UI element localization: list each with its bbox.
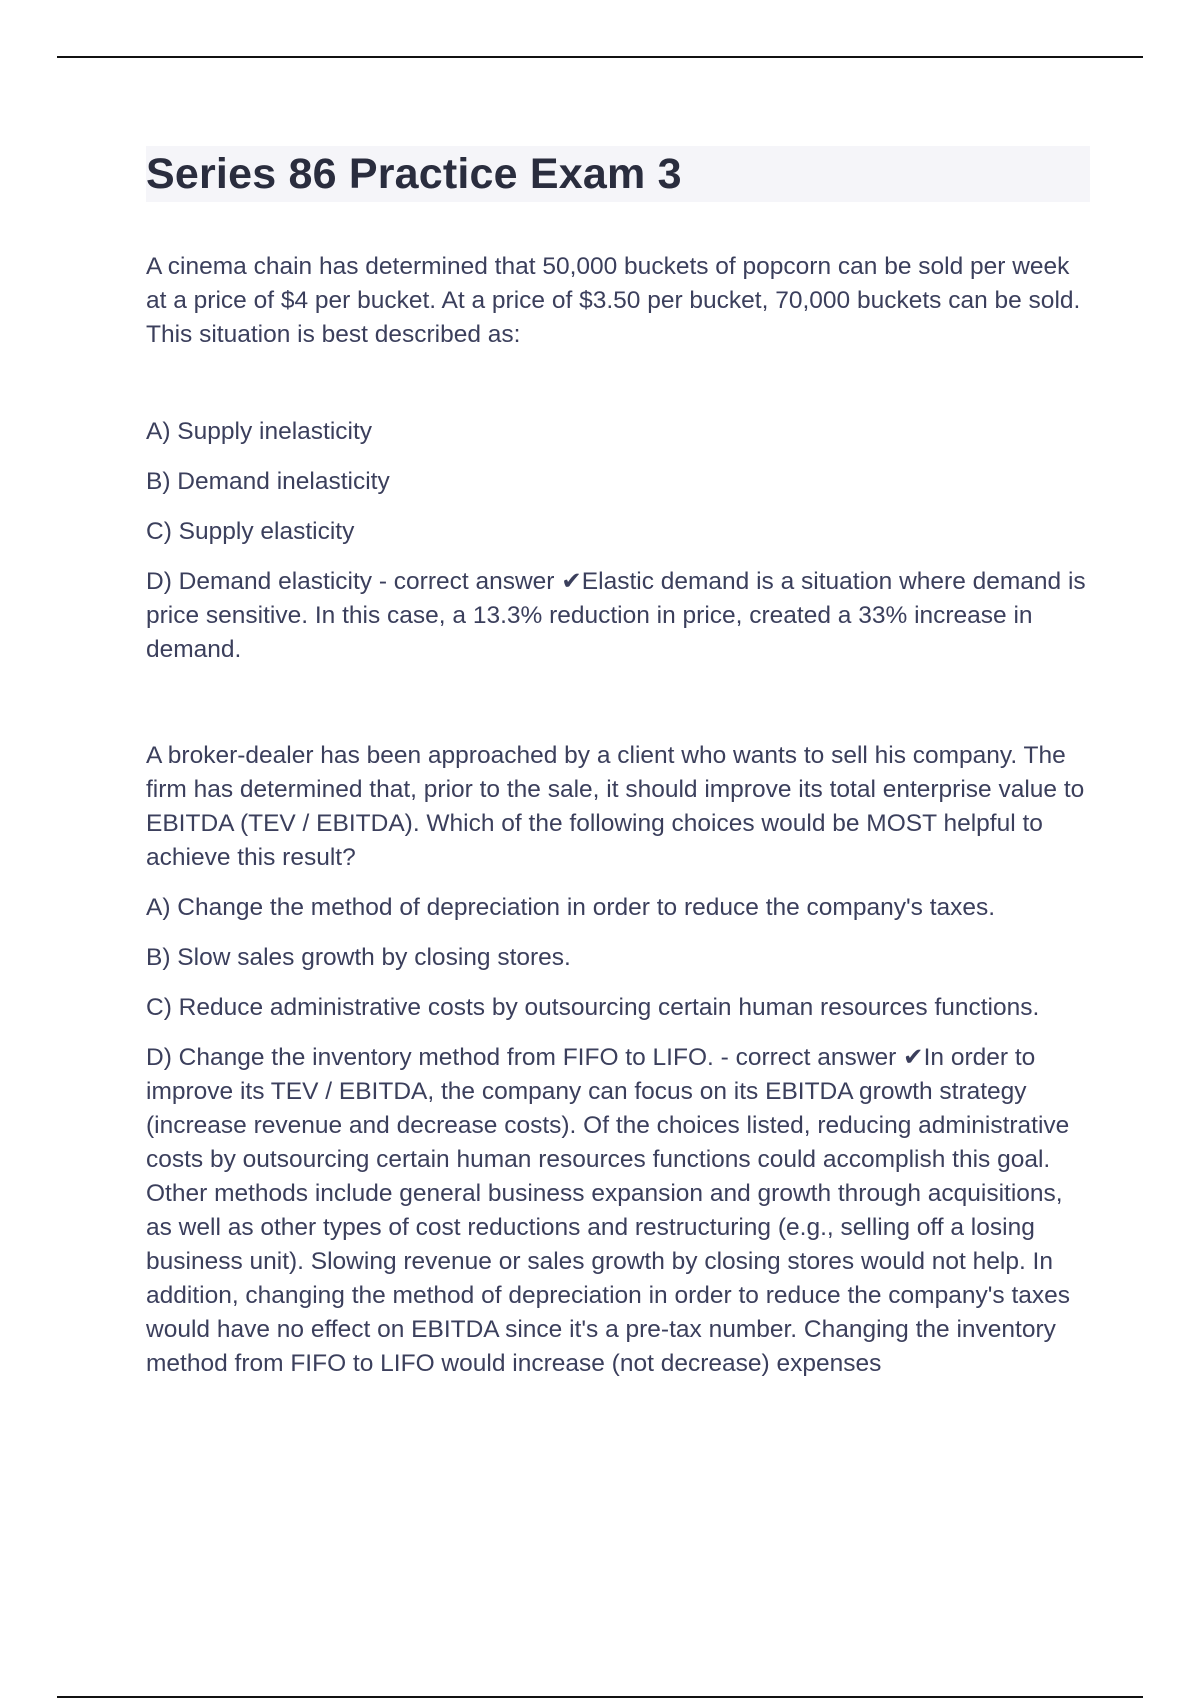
question-stem: A cinema chain has determined that 50,000 buckets of popcorn can be sold per week at a price of $4 per bucket. At a price of $3.50 per bucket, 70,000 buckets can be sold. This situation is best described as: xyxy=(146,253,1081,348)
answer-option-a: A) Supply inelasticity xyxy=(146,418,373,445)
footer-rule xyxy=(57,1696,1143,1698)
answer-option-d: D) Demand elasticity - correct answer ✔Elastic demand is a situation where demand is price sensitive. In this case, a 13.3% reduction in price, created a 33% increase in demand. xyxy=(146,568,1086,663)
answer-option-b: B) Demand inelasticity xyxy=(146,468,390,495)
question-2 xyxy=(146,739,1090,1381)
title-band xyxy=(146,146,1090,202)
answer-option-a: A) Change the method of depreciation in order to reduce the company's taxes. xyxy=(146,894,996,921)
question-stem: A broker-dealer has been approached by a client who wants to sell his company. The firm has determined that, prior to the sale, it should improve its total enterprise value to EBITDA (TEV / EBITDA). Which of the following choices would be MOST helpful to achieve this result? xyxy=(146,742,1085,871)
question-1 xyxy=(146,250,1090,667)
answer-option-c: C) Reduce administrative costs by outsourcing certain human resources functions. xyxy=(146,994,1040,1021)
page-title: Series 86 Practice Exam 3 xyxy=(146,150,682,198)
header-rule xyxy=(57,56,1143,58)
answer-option-b: B) Slow sales growth by closing stores. xyxy=(146,944,571,971)
page-content xyxy=(146,146,1090,1381)
answer-option-d: D) Change the inventory method from FIFO to LIFO. - correct answer ✔In order to improve its TEV / EBITDA, the company can focus on its EBITDA growth strategy (increase revenue and decrease costs). Of the choices listed, reducing administrative costs by outsourcing certain human resources functions could accomplish this goal. Other methods include general business expansion and growth through acquisitions, as well as other types of cost reductions and restructuring (e.g., selling off a losing business unit). Slowing revenue or sales growth by closing stores would not help. In addition, changing the method of depreciation in order to reduce the company's taxes would have no effect on EBITDA since it's a pre-tax number. Changing the inventory method from FIFO to LIFO would increase (not decrease) expenses xyxy=(146,1044,1071,1377)
answer-option-c: C) Supply elasticity xyxy=(146,518,355,545)
